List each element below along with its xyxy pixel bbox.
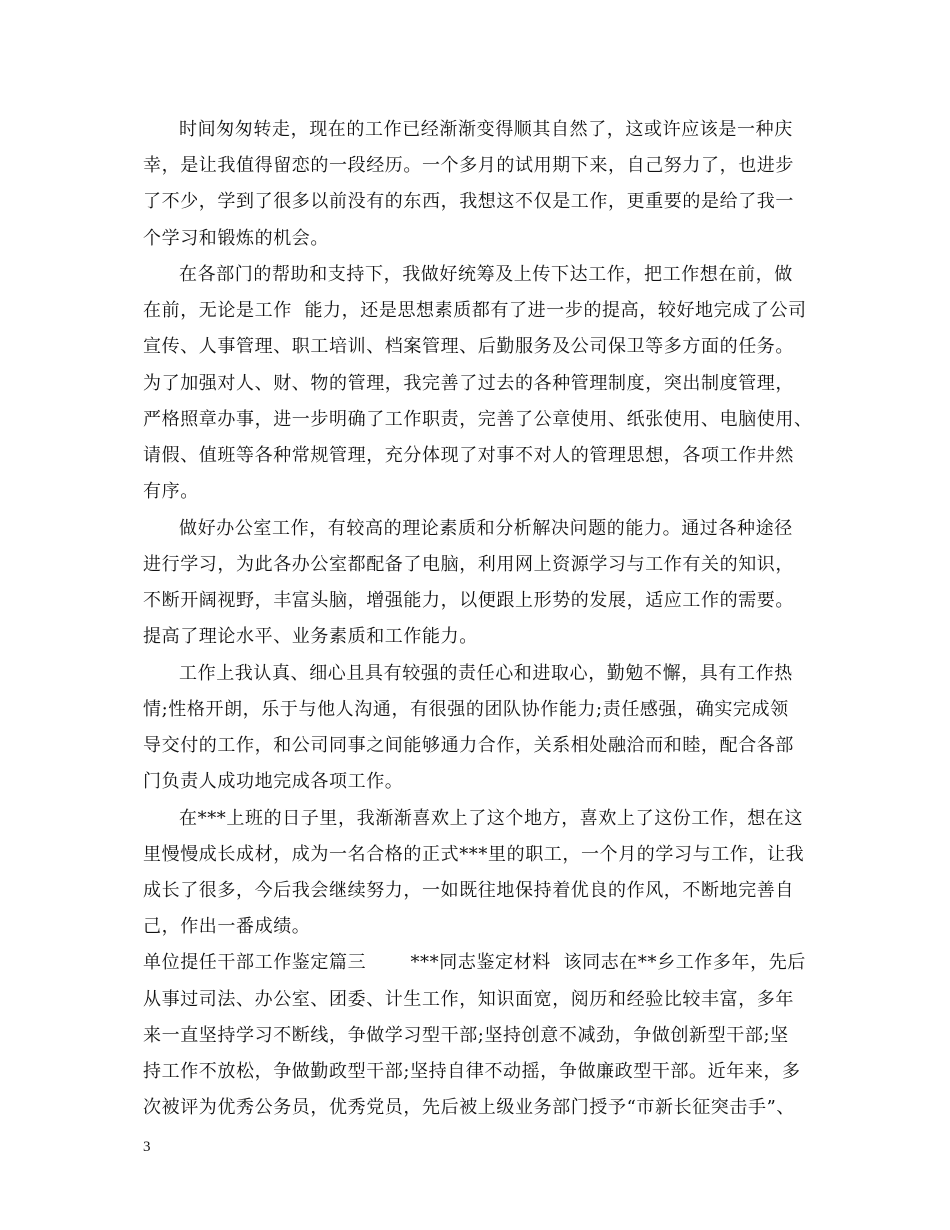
text-line: 了不少，学到了很多以前没有的东西，我想这不仅是工作，更重要的是给了我一 — [143, 191, 794, 212]
page-number: 3 — [143, 1139, 151, 1155]
text-line: 严格照章办事，进一步明确了工作职责，完善了公章使用、纸张使用、电脑使用、 — [143, 409, 813, 430]
text-line: 有序。 — [143, 481, 199, 502]
text-line: 门负责人成功地完成各项工作。 — [143, 771, 404, 792]
text-line: 从事过司法、办公室、团委、计生工作，知识面宽，阅历和经验比较丰富，多年 — [143, 989, 794, 1010]
text-line: 己，作出一番成绩。 — [143, 916, 311, 937]
text-line: 进行学习，为此各办公室都配备了电脑，利用网上资源学习与工作有关的知识， — [143, 554, 794, 575]
text-line: 做好办公室工作，有较高的理论素质和分析解决问题的能力。通过各种途径 — [179, 518, 793, 539]
text-line: 里慢慢成长成材，成为一名合格的正式***里的职工，一个月的学习与工作，让我 — [143, 844, 805, 865]
text-line: 为了加强对人、财、物的管理，我完善了过去的各种管理制度，突出制度管理， — [143, 373, 794, 394]
text-line: 在前，无论是工作 能力，还是思想素质都有了进一步的提高，较好地完成了公司 — [143, 300, 807, 321]
text-line: 来一直坚持学习不断线，争做学习型干部;坚持创意不减劲，争做创新型干部;坚 — [143, 1025, 789, 1046]
text-line: 成长了很多，今后我会继续努力，一如既往地保持着优良的作风，不断地完善自 — [143, 880, 794, 901]
text-line: 时间匆匆转走，现在的工作已经渐渐变得顺其自然了，这或许应该是一种庆 — [179, 119, 793, 140]
text-line: 情;性格开朗，乐于与他人沟通，有很强的团队协作能力;责任感强，确实完成领 — [143, 699, 789, 720]
text-line: 请假、值班等各种常规管理，充分体现了对事不对人的管理思想，各项工作井然 — [143, 445, 794, 466]
text-line: 工作上我认真、细心且具有较强的责任心和进取心，勤勉不懈，具有工作热 — [179, 663, 793, 684]
text-line: 个学习和锻炼的机会。 — [143, 228, 329, 249]
text-line: 幸，是让我值得留恋的一段经历。一个多月的试用期下来，自己努力了，也进步 — [143, 155, 794, 176]
text-line: 在***上班的日子里，我渐渐喜欢上了这个地方，喜欢上了这份工作，想在这 — [179, 808, 803, 829]
text-line: 提高了理论水平、业务素质和工作能力。 — [143, 626, 478, 647]
text-line: 不断开阔视野，丰富头脑，增强能力，以便跟上形势的发展，适应工作的需要。 — [143, 590, 794, 611]
text-line: 单位提任干部工作鉴定篇三 ***同志鉴定材料 该同志在**乡工作多年，先后 — [143, 952, 806, 973]
text-line: 宣传、人事管理、职工培训、档案管理、后勤服务及公司保卫等多方面的任务。 — [143, 336, 794, 357]
text-line: 次被评为优秀公务员，优秀党员，先后被上级业务部门授予“市新长征突击手”、 — [143, 1097, 796, 1118]
text-line: 在各部门的帮助和支持下，我做好统筹及上传下达工作，把工作想在前，做 — [179, 264, 793, 285]
text-line: 导交付的工作，和公司同事之间能够通力合作，关系相处融洽而和睦，配合各部 — [143, 735, 794, 756]
text-line: 持工作不放松，争做勤政型干部;坚持自律不动摇，争做廉政型干部。近年来，多 — [143, 1061, 801, 1082]
